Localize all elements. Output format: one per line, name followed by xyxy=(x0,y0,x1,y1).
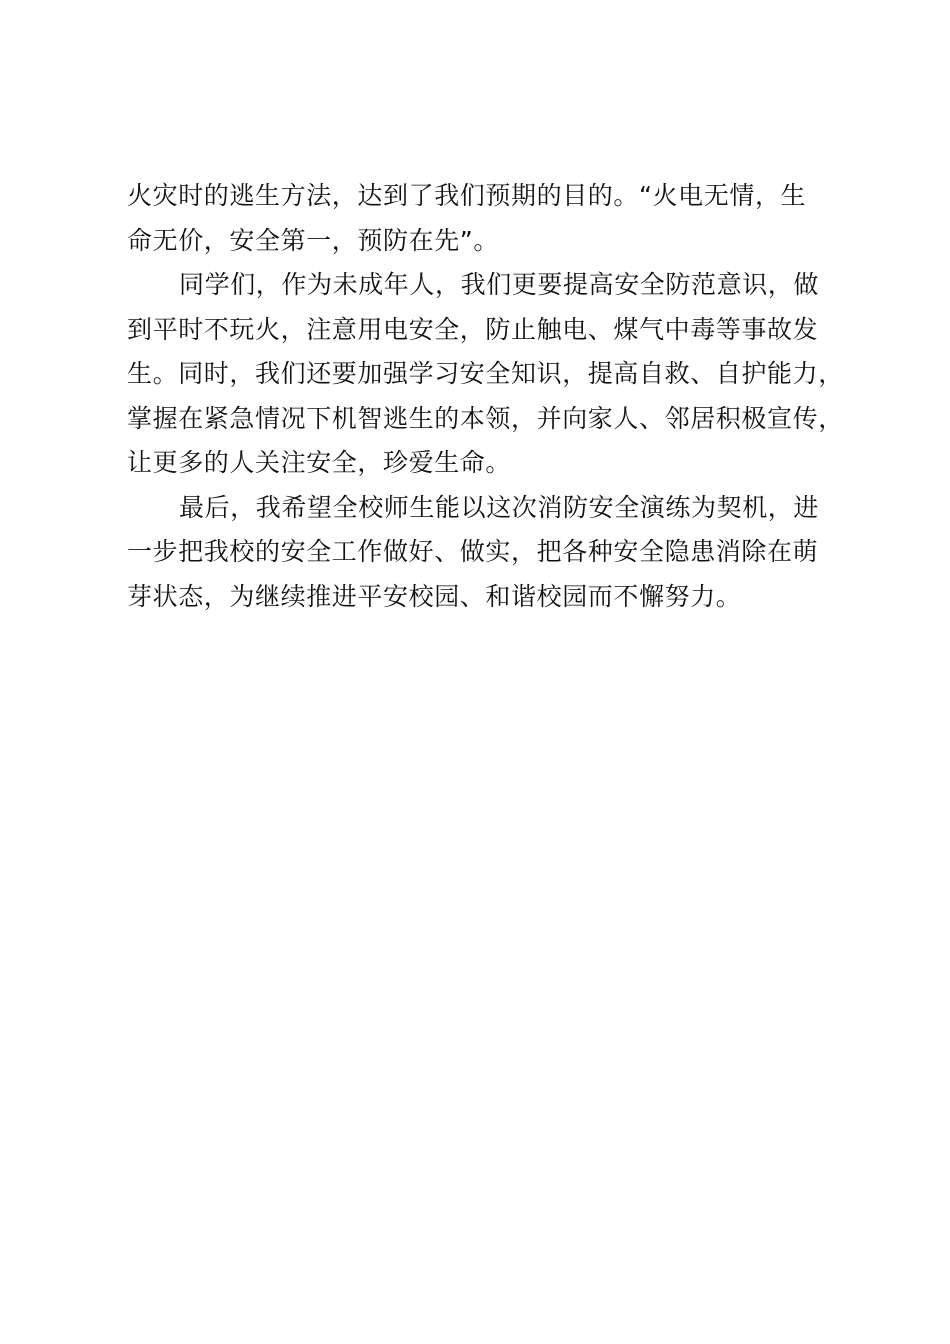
paragraph-1 xyxy=(127,174,857,263)
text-line: 芽状态，为继续推进平安校园、和谐校园而不懈努力。 xyxy=(127,581,742,611)
text-line: 火灾时的逃生方法，达到了我们预期的目的。“火电无情，生 xyxy=(127,181,807,210)
body-text xyxy=(127,174,857,619)
paragraph-2 xyxy=(127,263,857,486)
text-line: 最后，我希望全校师生能以这次消防安全演练为契机，进 xyxy=(179,492,820,522)
text-line: 生。同时，我们还要加强学习安全知识，提高自救、自护能力， xyxy=(127,359,844,388)
paragraph-3 xyxy=(127,486,857,620)
text-line: 掌握在紧急情况下机智逃生的本领，并向家人、邻居积极宣传， xyxy=(127,403,844,433)
text-line: 到平时不玩火，注意用电安全，防止触电、煤气中毒等事故发 xyxy=(127,314,819,344)
text-line: 一步把我校的安全工作做好、做实，把各种安全隐患消除在萌 xyxy=(127,537,819,566)
text-line: 让更多的人关注安全，珍爱生命。 xyxy=(127,448,512,477)
text-line: 同学们，作为未成年人，我们更要提高安全防范意识，做 xyxy=(179,270,820,299)
text-line: 命无价，安全第一，预防在先”。 xyxy=(127,225,499,255)
